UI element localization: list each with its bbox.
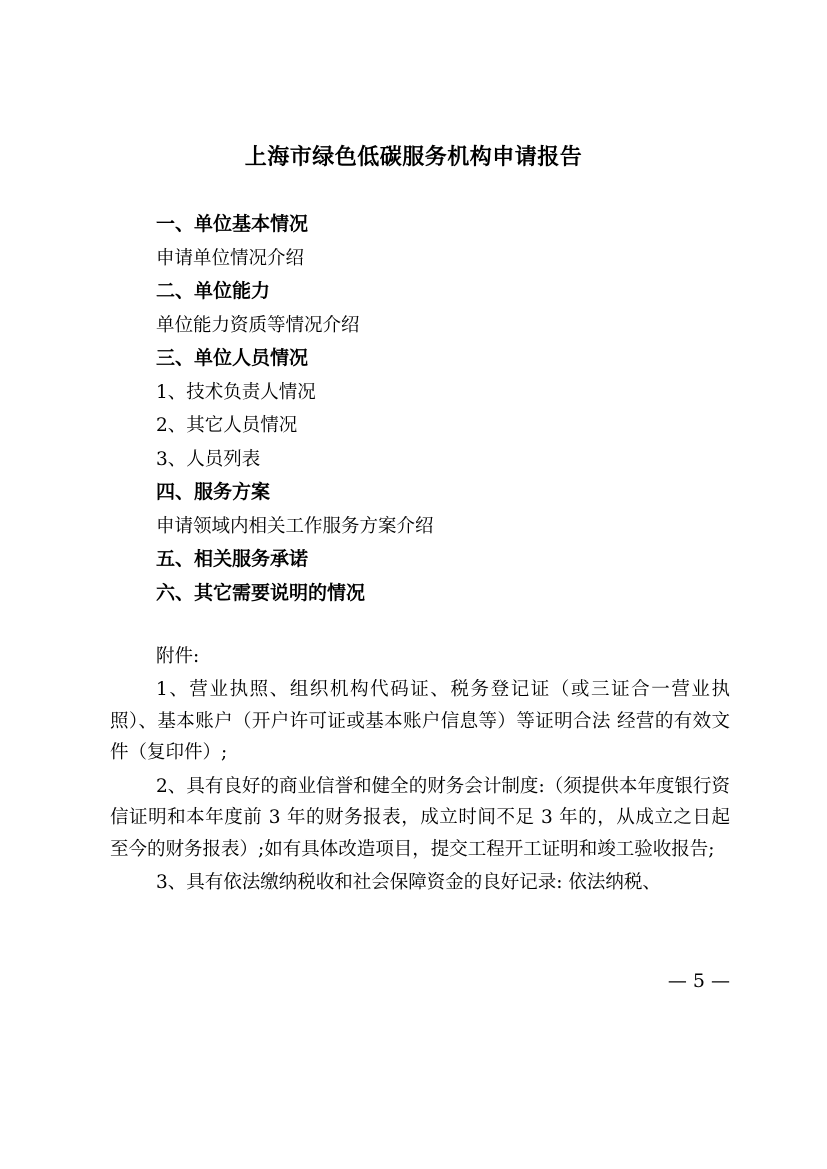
section-heading-5: 五、相关服务承诺 bbox=[156, 548, 309, 570]
section-item: 单位能力资质等情况介绍 bbox=[156, 314, 360, 336]
attachment-item-3: 3、具有依法缴纳税收和社会保障资金的良好记录: 依法纳税、 bbox=[156, 872, 661, 893]
attachment-item-1: 1、营业执照、组织机构代码证、税务登记证（或三证合一营业执照）、基本账户（开户许可证或基本账户信息等）等证明合法 经营的有效文件（复印件）; bbox=[110, 679, 730, 763]
section-item: 申请领域内相关工作服务方案介绍 bbox=[156, 515, 434, 537]
attachments-label: 附件: bbox=[156, 646, 200, 667]
section-heading-1: 一、单位基本情况 bbox=[156, 213, 309, 235]
section-heading-4: 四、服务方案 bbox=[156, 481, 271, 503]
section-heading-3: 三、单位人员情况 bbox=[156, 347, 309, 369]
document-title: 上海市绿色低碳服务机构申请报告 bbox=[244, 145, 583, 170]
section-item: 2、其它人员情况 bbox=[156, 415, 298, 436]
attachment-item-2: 2、具有良好的商业信誉和健全的财务会计制度:（须提供本年度银行资信证明和本年度前 3 年的财务报表，成立时间不足 3 年的，从成立之日起至今的财务报表）;如有具体改造项目，提交工程开工证明和竣工验收报告; bbox=[110, 775, 730, 860]
page-number: — 5 — bbox=[667, 970, 730, 992]
section-heading-6: 六、其它需要说明的情况 bbox=[156, 581, 366, 604]
section-item: 3、人员列表 bbox=[156, 448, 261, 470]
attachments-list bbox=[110, 674, 730, 901]
sections-list bbox=[156, 208, 736, 610]
section-item: 1、技术负责人情况 bbox=[156, 381, 316, 403]
section-item: 申请单位情况介绍 bbox=[156, 247, 305, 269]
section-heading-2: 二、单位能力 bbox=[156, 280, 271, 302]
